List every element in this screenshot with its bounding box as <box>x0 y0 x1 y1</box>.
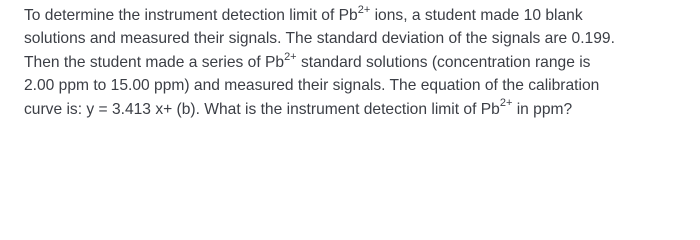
charge-superscript: 2+ <box>357 3 371 16</box>
question-line-3-text-end: standard solutions (concentration range is <box>296 53 591 71</box>
question-line-1 <box>24 4 694 27</box>
question-text <box>24 4 694 121</box>
question-line-5-text: curve is: y = 3.413 x+ (b). What is the instrument detection limit of Pb <box>24 100 500 118</box>
question-line-5-text-end: in ppm? <box>512 100 573 118</box>
question-line-3 <box>24 51 694 74</box>
question-line-1-text-end: ions, a student made 10 blank <box>370 7 583 24</box>
question-line-2: solutions and measured their signals. The standard deviation of the signals are 0.199. <box>24 30 615 48</box>
question-line-5 <box>24 98 694 121</box>
question-line-4: 2.00 ppm to 15.00 ppm) and measured their signals. The equation of the calibration <box>24 77 600 95</box>
question-line-1-text: To determine the instrument detection limit of Pb <box>24 7 358 24</box>
charge-superscript: 2+ <box>284 50 297 63</box>
question-line-3-text: Then the student made a series of Pb <box>24 53 285 71</box>
charge-superscript: 2+ <box>499 97 513 110</box>
